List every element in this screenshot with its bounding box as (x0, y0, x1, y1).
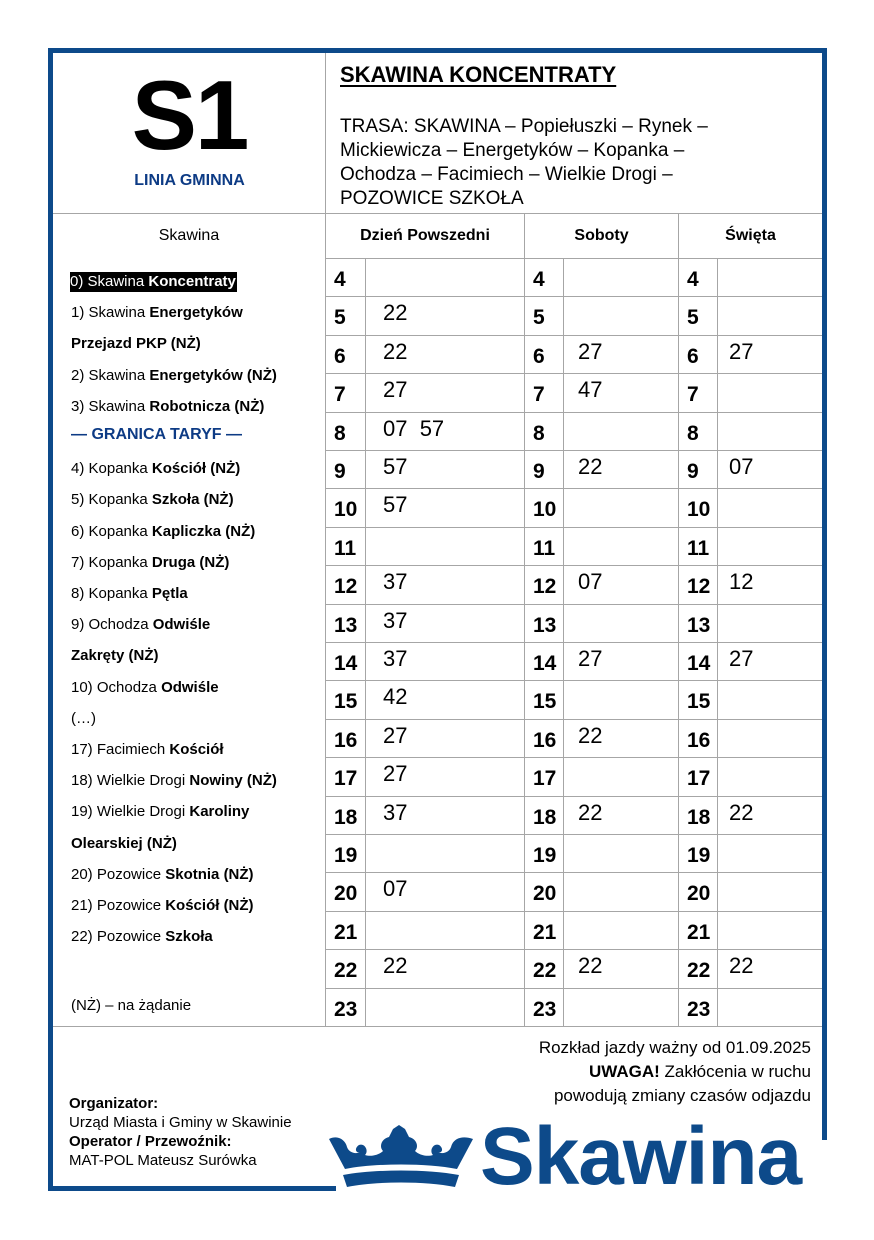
crown-icon (327, 1125, 475, 1197)
warning-label: UWAGA! (588, 1062, 660, 1081)
stop-item (71, 709, 96, 729)
minutes-cell: 22 (383, 300, 408, 325)
hour-cell: 13 (687, 614, 711, 637)
hour-cell: 4 (533, 268, 545, 291)
route-line: Ochodza – Facimiech – Wielkie Drogi – (340, 164, 673, 185)
minutes-cell: 27 (729, 646, 754, 671)
row-divider (326, 988, 822, 989)
minutes-cell: 27 (578, 646, 603, 671)
stop-name: Pętla (151, 585, 188, 602)
hour-cell: 22 (533, 959, 557, 982)
stop-name: Kapliczka (NŻ) (151, 523, 256, 540)
minutes-cell: 37 (383, 800, 408, 825)
hour-cell: 9 (334, 460, 346, 483)
hour-cell: 23 (533, 998, 557, 1021)
weekday-header: Dzień Powszedni (360, 227, 490, 244)
validity-notice (539, 1036, 811, 1108)
logo-backdrop (818, 1140, 838, 1200)
hour-cell: 7 (334, 383, 346, 406)
hour-cell: 19 (687, 844, 711, 867)
route-description (340, 115, 780, 211)
stop-locality: 19) Wielkie Drogi (71, 803, 190, 820)
row-divider (326, 872, 822, 873)
minutes-cell: 37 (383, 569, 408, 594)
hour-cell: 17 (687, 767, 711, 790)
minutes-cell: 22 (578, 454, 603, 479)
stop-name: Kościół (169, 741, 224, 758)
hour-cell: 4 (334, 268, 346, 291)
row-divider (326, 527, 822, 528)
hour-cell: 11 (334, 537, 357, 560)
stop-item (71, 615, 210, 635)
warning-text: Zakłócenia w ruchu (659, 1062, 811, 1081)
row-divider (326, 719, 822, 720)
stop-name: Energetyków (NŻ) (149, 367, 277, 384)
stop-name: Koncentraty (148, 273, 236, 290)
minutes-cell: 07 (578, 569, 603, 594)
hour-cell: 15 (334, 690, 358, 713)
row-divider (326, 373, 822, 374)
page-title: SKAWINA KONCENTRATY (340, 62, 617, 87)
minutes-cell: 22 (578, 723, 603, 748)
stop-item (71, 834, 177, 854)
hour-cell: 15 (533, 690, 557, 713)
minutes-cell: 37 (383, 608, 408, 633)
organizer-label: Organizator: (69, 1095, 159, 1112)
row-divider (326, 488, 822, 489)
route-line: TRASA: SKAWINA – Popiełuszki – Rynek – (340, 116, 708, 137)
minutes-cell: 22 (729, 800, 754, 825)
stop-locality: (…) (71, 710, 96, 727)
hour-cell: 18 (533, 806, 557, 829)
stop-item (71, 896, 254, 916)
stop-item (71, 303, 243, 323)
stop-item (71, 771, 277, 791)
hour-cell: 5 (334, 306, 346, 329)
stop-name: Zakręty (NŻ) (71, 647, 159, 664)
stop-locality: 17) Facimiech (71, 741, 170, 758)
minutes-cell: 22 (729, 953, 754, 978)
hour-cell: 6 (334, 345, 346, 368)
divider (53, 1026, 822, 1027)
hour-cell: 10 (533, 498, 557, 521)
minutes-cell: 22 (383, 339, 408, 364)
hour-cell: 4 (687, 268, 699, 291)
row-divider (326, 834, 822, 835)
hour-cell: 5 (533, 306, 545, 329)
stop-locality: 8) Kopanka (71, 585, 152, 602)
hour-cell: 5 (687, 306, 699, 329)
stop-name: Druga (NŻ) (151, 554, 230, 571)
hour-cell: 14 (533, 652, 557, 675)
hour-cell: 12 (687, 575, 711, 598)
warning-text-line2: powodują zmiany czasów odjazdu (553, 1086, 811, 1105)
stops-header: Skawina (158, 227, 220, 244)
hour-cell: 16 (334, 729, 358, 752)
hour-cell: 20 (687, 882, 711, 905)
hour-cell: 19 (533, 844, 557, 867)
stop-name: Kościół (NŻ) (151, 460, 241, 477)
hour-cell: 22 (334, 959, 358, 982)
stop-locality: 10) Ochodza (71, 679, 162, 696)
minutes-cell: 27 (383, 761, 408, 786)
stop-name: Robotnicza (NŻ) (149, 398, 265, 415)
hour-cell: 23 (687, 998, 711, 1021)
hour-cell: 6 (687, 345, 699, 368)
hour-cell: 13 (334, 614, 358, 637)
row-divider (326, 412, 822, 413)
minutes-cell: 07 (729, 454, 754, 479)
warning-notice (539, 1060, 811, 1084)
stop-locality: 6) Kopanka (71, 523, 152, 540)
row-divider (326, 949, 822, 950)
row-divider (326, 680, 822, 681)
stop-name: Nowiny (NŻ) (189, 772, 277, 789)
hour-cell: 14 (334, 652, 358, 675)
stop-locality: 2) Skawina (71, 367, 150, 384)
stop-locality: 22) Pozowice (71, 928, 166, 945)
minutes-cell: 07 57 (383, 416, 445, 441)
hour-cell: 16 (687, 729, 711, 752)
stop-item (71, 522, 255, 542)
stop-item (71, 397, 264, 417)
minutes-cell: 22 (383, 953, 408, 978)
minutes-cell: 22 (578, 953, 603, 978)
stop-item (71, 459, 240, 479)
hour-cell: 9 (533, 460, 545, 483)
organizer-info (69, 1094, 292, 1170)
hour-cell: 18 (334, 806, 358, 829)
route-line: POZOWICE SZKOŁA (340, 188, 524, 209)
minutes-cell: 22 (578, 800, 603, 825)
line-number: S1 (131, 60, 248, 170)
line-type: LINIA GMINNA (134, 172, 245, 189)
stop-name: Energetyków (149, 304, 243, 321)
stop-name: Karoliny (189, 803, 250, 820)
stop-name: Przejazd PKP (NŻ) (71, 335, 201, 352)
stop-locality: 5) Kopanka (71, 491, 152, 508)
minutes-cell: 12 (729, 569, 754, 594)
hour-cell: 23 (334, 998, 358, 1021)
valid-from: Rozkład jazdy ważny od 01.09.2025 (538, 1038, 811, 1057)
holiday-header: Święta (725, 227, 776, 244)
stop-locality: 20) Pozowice (71, 866, 166, 883)
stop-name: Kościół (NŻ) (165, 897, 254, 914)
hour-cell: 19 (334, 844, 358, 867)
hour-cell: 17 (334, 767, 358, 790)
row-divider (326, 796, 822, 797)
minutes-cell: 27 (729, 339, 754, 364)
hour-cell: 17 (533, 767, 557, 790)
stop-item (71, 490, 234, 510)
stop-item (71, 927, 213, 947)
stop-locality: 21) Pozowice (71, 897, 166, 914)
route-line: Mickiewicza – Energetyków – Kopanka – (340, 140, 685, 161)
stop-item (71, 366, 277, 386)
row-divider (326, 335, 822, 336)
stop-item (71, 802, 249, 822)
stop-item (71, 553, 229, 573)
tariff-border-label: — GRANICA TARYF — (71, 426, 242, 443)
stop-name: Olearskiej (NŻ) (71, 835, 177, 852)
operator-label: Operator / Przewoźnik: (69, 1133, 232, 1150)
stop-item (70, 272, 237, 292)
hour-cell: 21 (533, 921, 557, 944)
minutes-cell: 37 (383, 646, 408, 671)
minutes-cell: 57 (383, 492, 408, 517)
stop-name: Odwiśle (161, 679, 219, 696)
stop-locality: 3) Skawina (71, 398, 150, 415)
row-divider (326, 296, 822, 297)
stop-item (71, 584, 188, 604)
row-divider (326, 604, 822, 605)
hour-cell: 8 (687, 422, 699, 445)
hour-cell: 12 (533, 575, 557, 598)
hour-cell: 15 (687, 690, 711, 713)
stop-locality: 9) Ochodza (71, 616, 153, 633)
minutes-cell: 27 (383, 723, 408, 748)
stop-locality: 1) Skawina (71, 304, 150, 321)
minutes-cell: 42 (383, 684, 408, 709)
hour-cell: 12 (334, 575, 358, 598)
minutes-cell: 57 (383, 454, 408, 479)
row-divider (326, 757, 822, 758)
stop-name: Szkoła (NŻ) (151, 491, 234, 508)
hour-cell: 7 (687, 383, 699, 406)
legend-note: (NŻ) – na żądanie (71, 997, 192, 1014)
stop-locality: 7) Kopanka (71, 554, 152, 571)
hour-cell: 11 (533, 537, 556, 560)
stop-item (71, 646, 159, 666)
hour-cell: 21 (334, 921, 358, 944)
hour-cell: 9 (687, 460, 699, 483)
hour-cell: 22 (687, 959, 711, 982)
stop-item (71, 678, 219, 698)
saturday-header: Soboty (574, 227, 629, 244)
hour-cell: 7 (533, 383, 545, 406)
stop-name: Skotnia (NŻ) (165, 866, 254, 883)
stop-item (71, 334, 201, 354)
hour-cell: 13 (533, 614, 557, 637)
stop-item (71, 865, 254, 885)
row-divider (326, 565, 822, 566)
row-divider (326, 642, 822, 643)
row-divider (326, 911, 822, 912)
hour-cell: 16 (533, 729, 557, 752)
row-divider (326, 450, 822, 451)
hour-cell: 11 (687, 537, 710, 560)
organizer-name: Urząd Miasta i Gminy w Skawinie (69, 1114, 292, 1131)
divider (325, 258, 822, 259)
hour-cell: 18 (687, 806, 711, 829)
brand-logo-text: Skawina (480, 1111, 802, 1202)
hour-cell: 6 (533, 345, 545, 368)
stop-locality: 18) Wielkie Drogi (71, 772, 190, 789)
stop-name: Odwiśle (152, 616, 211, 633)
minutes-cell: 27 (578, 339, 603, 364)
hour-cell: 20 (334, 882, 358, 905)
stop-name: Szkoła (165, 928, 213, 945)
hour-cell: 10 (334, 498, 358, 521)
minutes-cell: 07 (383, 876, 408, 901)
hour-cell: 14 (687, 652, 711, 675)
minutes-cell: 47 (578, 377, 603, 402)
hour-cell: 10 (687, 498, 711, 521)
minutes-cell: 27 (383, 377, 408, 402)
stop-item (71, 740, 224, 760)
hour-cell: 20 (533, 882, 557, 905)
hour-cell: 21 (687, 921, 711, 944)
hour-cell: 8 (334, 422, 346, 445)
stop-locality: 4) Kopanka (71, 460, 152, 477)
hour-cell: 8 (533, 422, 545, 445)
operator-name: MAT-POL Mateusz Surówka (69, 1152, 257, 1169)
stop-locality: 0) Skawina (70, 273, 149, 290)
